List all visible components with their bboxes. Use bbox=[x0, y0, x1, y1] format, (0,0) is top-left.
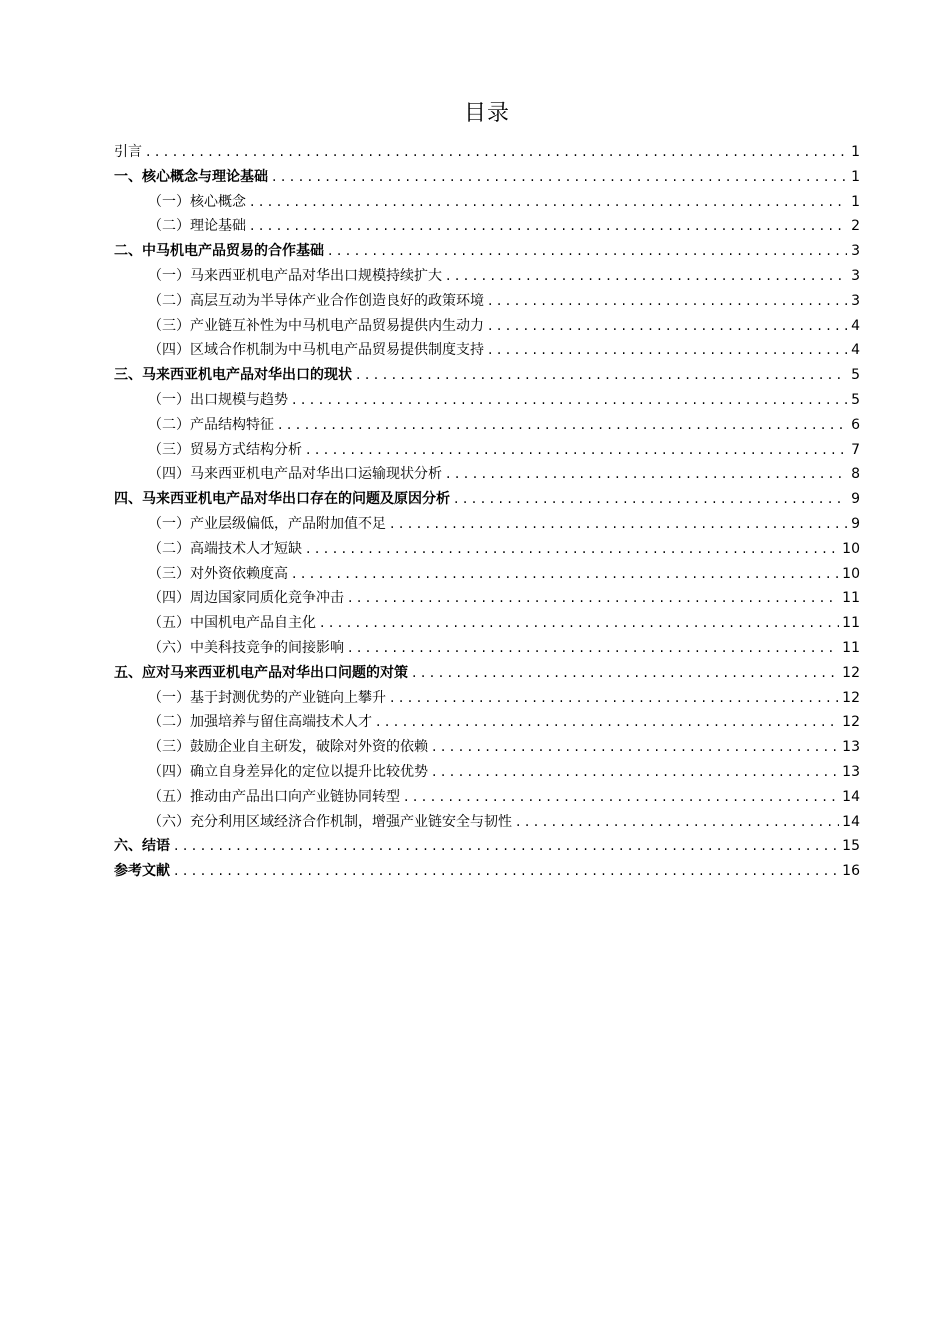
toc-page-number: 4 bbox=[851, 317, 860, 334]
toc-dot-leader bbox=[306, 438, 847, 463]
toc-dot-leader bbox=[292, 562, 839, 587]
toc-dot-leader bbox=[404, 785, 839, 810]
toc-entry-section[interactable] bbox=[114, 438, 860, 463]
toc-entry-label: （二）产品结构特征 bbox=[148, 416, 274, 433]
toc-title: 目录 bbox=[463, 101, 510, 126]
toc-dot-leader bbox=[356, 363, 847, 388]
toc-page-number: 10 bbox=[842, 565, 860, 582]
toc-entry-label: （三）贸易方式结构分析 bbox=[148, 441, 302, 458]
toc-entry-chapter[interactable] bbox=[114, 363, 860, 388]
toc-entry-section[interactable] bbox=[114, 214, 860, 239]
toc-entry-label: （二）理论基础 bbox=[148, 218, 246, 235]
toc-dot-leader bbox=[412, 661, 839, 686]
toc-page-number: 1 bbox=[851, 193, 860, 210]
toc-entry-label: （五）中国机电产品自主化 bbox=[148, 615, 316, 632]
toc-dot-leader bbox=[516, 810, 839, 835]
toc-page-number: 12 bbox=[842, 664, 860, 681]
toc-entry-label: （六）充分利用区域经济合作机制，增强产业链安全与韧性 bbox=[148, 813, 512, 830]
toc-entry-section[interactable] bbox=[114, 264, 860, 289]
toc-entry-label: 六、结语 bbox=[114, 838, 170, 855]
toc-dot-leader bbox=[328, 239, 847, 264]
toc-dot-leader bbox=[488, 338, 847, 363]
toc-dot-leader bbox=[432, 760, 839, 785]
toc-page-number: 8 bbox=[851, 466, 860, 483]
toc-entry-label: 一、核心概念与理论基础 bbox=[114, 168, 268, 185]
toc-entry-label: （三）鼓励企业自主研发，破除对外资的依赖 bbox=[148, 739, 428, 756]
toc-page-number: 13 bbox=[842, 739, 860, 756]
toc-dot-leader bbox=[432, 735, 839, 760]
toc-entry-section[interactable] bbox=[114, 586, 860, 611]
toc-dot-leader bbox=[278, 413, 847, 438]
toc-entry-label: （二）加强培养与留住高端技术人才 bbox=[148, 714, 372, 731]
toc-page-number: 7 bbox=[851, 441, 860, 458]
toc-entry-section[interactable] bbox=[114, 785, 860, 810]
toc-entry-label: 五、应对马来西亚机电产品对华出口问题的对策 bbox=[114, 664, 408, 681]
toc-dot-leader bbox=[250, 214, 847, 239]
toc-entry-label: （四）马来西亚机电产品对华出口运输现状分析 bbox=[148, 466, 442, 483]
toc-page-number: 16 bbox=[842, 863, 860, 880]
toc-entry-section[interactable] bbox=[114, 413, 860, 438]
toc-page-number: 3 bbox=[851, 292, 860, 309]
toc-page-number: 3 bbox=[851, 243, 860, 260]
toc-entry-label: （五）推动由产品出口向产业链协同转型 bbox=[148, 788, 400, 805]
toc-page-number: 11 bbox=[842, 590, 860, 607]
toc-entry-section[interactable] bbox=[114, 289, 860, 314]
toc-entry-section[interactable] bbox=[114, 537, 860, 562]
toc-page-number: 4 bbox=[851, 342, 860, 359]
toc-page-number: 12 bbox=[842, 689, 860, 706]
toc-entry-chapter[interactable] bbox=[114, 165, 860, 190]
toc-entry-section[interactable] bbox=[114, 388, 860, 413]
toc-entry-chapter[interactable] bbox=[114, 239, 860, 264]
toc-entry-label: （四）区域合作机制为中马机电产品贸易提供制度支持 bbox=[148, 342, 484, 359]
toc-entry-label: （一）出口规模与趋势 bbox=[148, 391, 288, 408]
toc-entry-section[interactable] bbox=[114, 636, 860, 661]
toc-entry-label: （一）核心概念 bbox=[148, 193, 246, 210]
toc-dot-leader bbox=[454, 487, 847, 512]
toc-dot-leader bbox=[250, 190, 847, 215]
toc-dot-leader bbox=[488, 314, 847, 339]
toc-page-number: 9 bbox=[851, 491, 860, 508]
toc-entry-section[interactable] bbox=[114, 314, 860, 339]
toc-dot-leader bbox=[320, 611, 839, 636]
toc-entry-section[interactable] bbox=[114, 710, 860, 735]
toc-page-number: 11 bbox=[842, 615, 860, 632]
toc-page-number: 2 bbox=[851, 218, 860, 235]
toc-dot-leader bbox=[174, 859, 839, 884]
toc-entry-label: （三）对外资依赖度高 bbox=[148, 565, 288, 582]
toc-entry-section[interactable] bbox=[114, 760, 860, 785]
toc-dot-leader bbox=[348, 636, 839, 661]
toc-page-number: 6 bbox=[851, 416, 860, 433]
toc-entry-section[interactable] bbox=[114, 190, 860, 215]
toc-page-number: 11 bbox=[842, 639, 860, 656]
toc-entry-label: 二、中马机电产品贸易的合作基础 bbox=[114, 243, 324, 260]
toc-page-number: 1 bbox=[851, 144, 860, 160]
toc-entry-label: （一）马来西亚机电产品对华出口规模持续扩大 bbox=[148, 267, 442, 284]
toc-page-number: 14 bbox=[842, 788, 860, 805]
toc-entry-chapter[interactable] bbox=[114, 487, 860, 512]
toc-entry-label: （一）产业层级偏低，产品附加值不足 bbox=[148, 515, 386, 532]
toc-dot-leader bbox=[446, 462, 847, 487]
toc-entry-section[interactable] bbox=[114, 735, 860, 760]
toc-page-number: 12 bbox=[842, 714, 860, 731]
toc-entry-chapter[interactable] bbox=[114, 140, 860, 165]
toc-entry-section[interactable] bbox=[114, 462, 860, 487]
toc-entry-label: （三）产业链互补性为中马机电产品贸易提供内生动力 bbox=[148, 317, 484, 334]
toc-entry-section[interactable] bbox=[114, 810, 860, 835]
toc-page-number: 13 bbox=[842, 763, 860, 780]
toc-page-number: 1 bbox=[851, 168, 860, 185]
toc-dot-leader bbox=[446, 264, 847, 289]
toc-dot-leader bbox=[390, 686, 839, 711]
toc-entry-section[interactable] bbox=[114, 562, 860, 587]
toc-page-number: 5 bbox=[851, 391, 860, 408]
toc-entry-section[interactable] bbox=[114, 512, 860, 537]
toc-page-number: 14 bbox=[842, 813, 860, 830]
toc-entry-section[interactable] bbox=[114, 611, 860, 636]
toc-entry-chapter[interactable] bbox=[114, 859, 860, 884]
toc-entry-label: 引言 bbox=[114, 144, 142, 160]
toc-entry-chapter[interactable] bbox=[114, 661, 860, 686]
toc-dot-leader bbox=[488, 289, 847, 314]
toc-entry-chapter[interactable] bbox=[114, 834, 860, 859]
toc-page-number: 15 bbox=[842, 838, 860, 855]
toc-entry-label: （四）周边国家同质化竞争冲击 bbox=[148, 590, 344, 607]
toc-entry-label: （二）高层互动为半导体产业合作创造良好的政策环境 bbox=[148, 292, 484, 309]
toc-entry-label: （四）确立自身差异化的定位以提升比较优势 bbox=[148, 763, 428, 780]
toc-entry-section[interactable] bbox=[114, 686, 860, 711]
toc-page-number: 3 bbox=[851, 267, 860, 284]
toc-dot-leader bbox=[348, 586, 839, 611]
toc-dot-leader bbox=[272, 165, 847, 190]
toc-entry-label: （二）高端技术人才短缺 bbox=[148, 540, 302, 557]
toc-dot-leader bbox=[146, 140, 847, 165]
toc-page-number: 9 bbox=[851, 515, 860, 532]
toc-entry-label: （一）基于封测优势的产业链向上攀升 bbox=[148, 689, 386, 706]
toc-dot-leader bbox=[174, 834, 839, 859]
toc-page-number: 5 bbox=[851, 367, 860, 384]
toc-entry-label: （六）中美科技竞争的间接影响 bbox=[148, 639, 344, 656]
toc-list bbox=[114, 140, 860, 884]
toc-dot-leader bbox=[390, 512, 847, 537]
toc-entry-label: 参考文献 bbox=[114, 863, 170, 880]
toc-page-number: 10 bbox=[842, 540, 860, 557]
toc-dot-leader bbox=[292, 388, 847, 413]
toc-entry-label: 四、马来西亚机电产品对华出口存在的问题及原因分析 bbox=[114, 491, 450, 508]
toc-dot-leader bbox=[376, 710, 839, 735]
toc-entry-label: 三、马来西亚机电产品对华出口的现状 bbox=[114, 367, 352, 384]
toc-entry-section[interactable] bbox=[114, 338, 860, 363]
toc-dot-leader bbox=[306, 537, 839, 562]
